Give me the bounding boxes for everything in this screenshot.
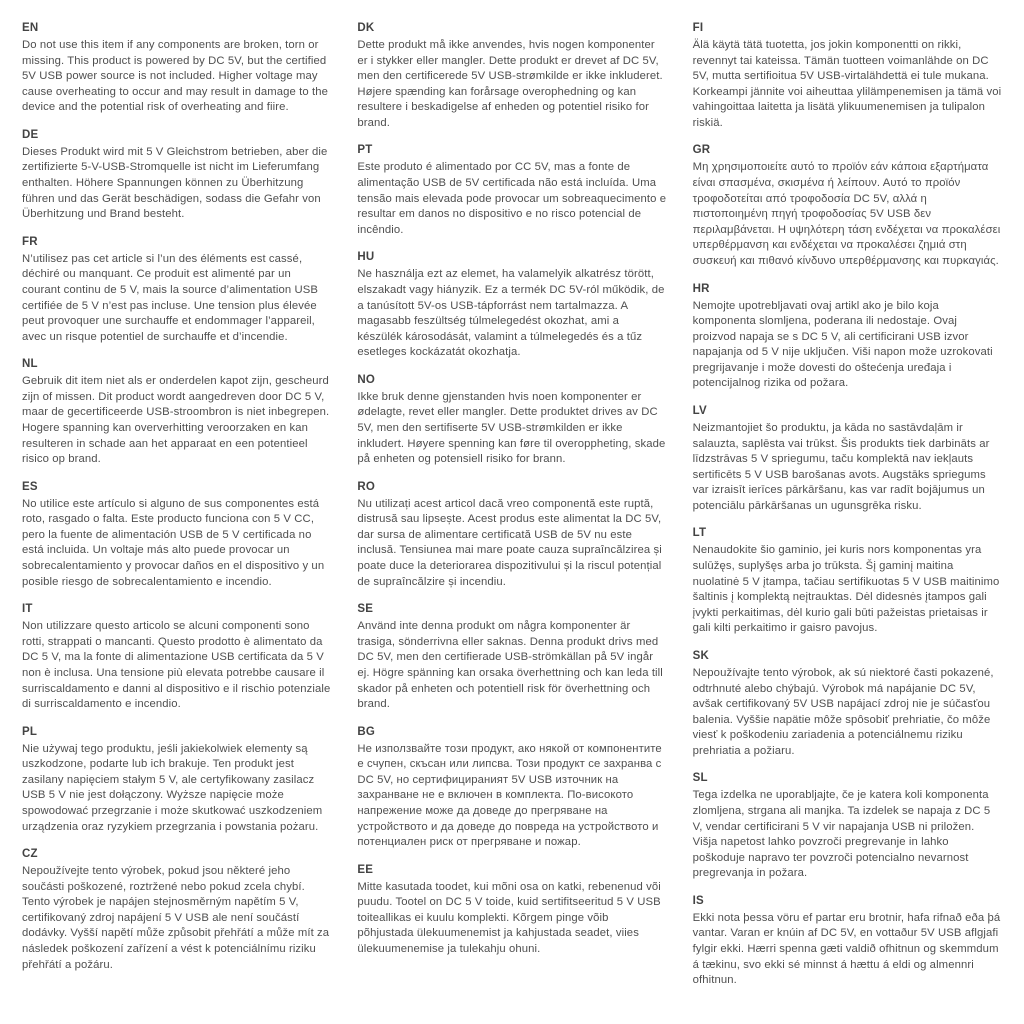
column-3	[693, 22, 1002, 1002]
language-text: Neizmantojiet šo produktu, ja kāda no sastāvdaļām ir salauzta, saplēsta vai trūkst. Šis produkts tiek darbināts ar līdzstrāvas 5 V spriegumu, taču komplektā nav iekļauts sertificēts 5 V USB barošanas avots. Augstāks spriegums var izraisīt ierīces pārkāršanu, kas var radīt bojājumus un potenciālu pārkāršanas un ugunsgrēka risku.	[692, 421, 990, 512]
language-text: Tega izdelka ne uporabljajte, če je katera koli komponenta zlomljena, strgana ali manjka. Ta izdelek se napaja z DC 5 V, vendar certificirani 5 V vir napajanja USB ni priložen. Višja napetost lahko povzroči pregrevanje in lahko poškoduje napravo ter povzroči potencialno nevarnost pregrevanja in požara.	[692, 789, 991, 880]
language-code: LV	[692, 404, 707, 417]
language-section-bg	[357, 726, 666, 851]
language-text: N’utilisez pas cet article si l’un des éléments est cassé, déchiré ou manquant. Ce produit est alimenté par un courant continu de 5 V, mais la source d’alimentation USB certifiée de 5 V n’est pas incluse. Une tension plus élevée peut provoquer une surchauffe et endommager l’appareil, avec un risque potentiel de surchauffe et d’incendie.	[22, 252, 319, 343]
language-text: Älä käytä tätä tuotetta, jos jokin komponentti on rikki, revennyt tai kateissa. Tämän tuotteen voimanlähde on DC 5V, mutta sertifioitua 5V USB-virtalähdettä ei tule mukana. Korkeampi jännite voi aiheuttaa ylilämpenemisen ja tämä voi vahingoittaa laitetta ja lisätä ylikuumenemisen ja tulipalon riskiä.	[692, 39, 1002, 129]
language-code: NO	[357, 373, 375, 386]
language-section-sk	[693, 650, 1002, 759]
language-text: Nemojte upotrebljavati ovaj artikl ako je bilo koja komponenta slomljena, poderana ili nedostaje. Ovaj proizvod napaja se s DC 5 V, ali certificirani USB izvor napajanja od 5 V nije uključen. Viši napon može uzrokovati pregrijavanje i može dovesti do oštećenja uređaja i potencijalnog rizika od požara.	[692, 299, 993, 390]
language-code: RO	[357, 480, 375, 493]
language-text: Nepoužívejte tento výrobek, pokud jsou některé jeho součásti poškozené, roztržené nebo pokud zcela chybí. Tento výrobek je napájen stejnosměrným napětím 5 V, certifikovaný zdroj napájení 5 V USB ale není součástí dodávky. Vyšší napětí může způsobit přehřátí a může mít za následek poškození zařízení a vést k potenciálnímu riziku přehřátí a požáru.	[22, 865, 330, 971]
language-section-pt	[357, 144, 666, 238]
language-section-it	[22, 603, 331, 712]
language-code: ES	[22, 480, 38, 493]
language-code: IS	[692, 894, 704, 907]
language-code: DK	[357, 22, 375, 34]
language-section-fi	[693, 22, 1002, 131]
language-section-es	[22, 481, 331, 590]
language-section-hr	[693, 283, 1002, 392]
language-code: SL	[692, 772, 708, 785]
language-code: SE	[357, 603, 374, 616]
language-section-hu	[357, 251, 666, 360]
language-text: Ne használja ezt az elemet, ha valamelyik alkatrész törött, elszakadt vagy hiányzik. Ez a termék DC 5V-ról működik, de a tanúsított 5V-os USB-tápforrást nem tartalmazza. A magasabb feszültség túlmelegedést okozhat, ami a készülék károsodását, valamint a túlmelegedés és a tűz esetleges kockázatát okozhatja.	[357, 268, 665, 359]
language-code: BG	[357, 725, 375, 738]
language-text: Nepoužívajte tento výrobok, ak sú niektoré časti pokazené, odtrhnuté alebo chýbajú. Výrobok má napájanie DC 5V, avšak certifikovaný 5V USB napájací zdroj nie je súčasťou balenia. Vyššie napätie môže spôsobiť prehriatie, čo môže viesť k poškodeniu zariadenia a potenciálnemu riziku prehriatia a požiaru.	[692, 666, 994, 757]
language-code: DE	[22, 128, 39, 141]
language-section-no	[357, 374, 666, 468]
language-text: Do not use this item if any components are broken, torn or missing. This product is powered by DC 5V, but the certified 5V USB power source is not included. Higher voltage may cause overheating to occur and may result in damage to the device and the potential risk of overheating and fiire.	[22, 39, 328, 114]
language-code: PT	[357, 144, 373, 157]
language-code: NL	[22, 358, 38, 371]
language-code: PL	[22, 725, 38, 738]
language-text: Nu utilizați acest articol dacă vreo componentă este ruptă, distrusă sau lipsește. Acest produs este alimentat la DC 5V, dar sursa de alimentare certificată USB de 5V nu este inclusă. Tensiunea mai mare poate cauza supraîncălzirea și poate duce la deteriorarea dispozitivului și la riscul potențial de supraîncălzire și incendiu.	[357, 497, 662, 588]
language-text: Ikke bruk denne gjenstanden hvis noen komponenter er ødelagte, revet eller mangler. Dette produktet drives av DC 5V, men den sertifiserte 5V USB-strømkilden er ikke inkludert. Høyere spenning kan føre til overoppheting, skade på enheten og potensiell risiko for brann.	[357, 390, 666, 466]
language-code: HU	[357, 251, 375, 264]
language-text: Dieses Produkt wird mit 5 V Gleichstrom betrieben, aber die zertifizierte 5-V-USB-Stromquelle ist nicht im Lieferumfang enthalten. Höhere Spannungen können zu Überhitzung führen und das Gerät beschädigen, sodass die Gefahr von Überhitzung und Brand besteht.	[22, 145, 328, 221]
language-text: Este produto é alimentado por CC 5V, mas a fonte de alimentação USB de 5V certificada não está incluída. Uma tensão mais elevada pode provocar um sobreaquecimento e resultar em danos no dispositivo e no risco potencial de incêndio.	[357, 161, 667, 236]
language-code: HR	[692, 282, 710, 295]
column-2	[357, 22, 666, 971]
language-section-fr	[22, 236, 331, 345]
language-text: Μη χρησιμοποιείτε αυτό το προϊόν εάν κάποια εξαρτήματα είναι σπασμένα, σκισμένα ή λείπουν. Αυτό το προϊόν τροφοδοτείται από τροφοδοσία DC 5V, αλλά η πιστοποιημένη πηγή τροφοδοσίας 5V USB δεν περιλαμβάνεται. Η υψηλότερη τάση ενδέχεται να προκαλέσει υπερθέρμανση και ενδέχεται να προκαλέσει ζημιά στη συσκευή και πιθανό κίνδυνο υπερθέρμανσης και πυρκαγιάς.	[692, 161, 1001, 267]
language-section-cz	[22, 848, 331, 973]
language-text: No utilice este artículo si alguno de sus componentes está roto, rasgado o falta. Este producto funciona con 5 V CC, pero la fuente de alimentación USB de 5 V certificada no está incluida. Un voltaje más alto puede provocar un sobrecalentamiento y provocar daños en el dispositivo y un posible riesgo de sobrecalentamiento e incendio.	[22, 497, 325, 588]
language-section-gr	[693, 144, 1002, 269]
language-code: EE	[357, 863, 374, 876]
language-text: Ekki nota þessa vöru ef partar eru brotnir, hafa rifnað eða þá vantar. Varan er knúin af DC 5V, en vottaður 5V USB aflgjafi fylgir ekki. Hærri spenna gæti valdið ofhitnun og skemmdum á tækinu, svo ekki sé minnst á hættu á eldi og almennri ofhitnun.	[692, 911, 1001, 987]
column-1	[22, 22, 331, 986]
language-section-ee	[357, 864, 666, 958]
language-section-lv	[693, 405, 1002, 514]
language-text: Använd inte denna produkt om några komponenter är trasiga, sönderrivna eller saknas. Denna produkt drivs med DC 5V, men den certifierade USB-strömkällan på 5V ingår ej. Högre spänning kan orsaka överhettning och kan leda till skador på enheten och potentiell risk för överhettning och brand.	[357, 620, 663, 711]
language-code: SK	[692, 649, 710, 662]
language-text: Не използвайте този продукт, ако някой от компонентите е счупен, скъсан или липсва. Този продукт се захранва с DC 5V, но сертифицираният 5V USB източник на захранване не е включен в комплекта. По-високото напрежение може да доведе до прегряване на устройството и да доведе до повреда на устройството и потенциален риск от прегряване и пожар.	[357, 742, 662, 849]
language-text: Dette produkt må ikke anvendes, hvis nogen komponenter er i stykker eller mangler. Dette produkt er drevet af DC 5V, men den certificerede 5V USB-strømkilde er ikke inkluderet. Højere spænding kan forårsage overophedning og kan resultere i beskadigelse af enheden og potentiel risiko for brand.	[357, 39, 663, 129]
language-section-se	[357, 603, 666, 712]
language-code: LT	[692, 527, 707, 540]
language-text: Mitte kasutada toodet, kui mõni osa on katki, rebenenud või puudu. Tootel on DC 5 V toide, kuid sertifitseeritud 5 V USB toiteallikas ei kuulu komplekti. Kõrgem pinge võib põhjustada ülekuumenemist ja kahjustada seadet, viies ülekuumenemise ja tulekahju ohuni.	[357, 880, 661, 956]
language-section-is	[693, 895, 1002, 989]
language-code: FR	[22, 235, 38, 248]
language-section-de	[22, 129, 331, 223]
language-code: CZ	[22, 848, 38, 861]
language-section-nl	[22, 358, 331, 467]
multilingual-notice-page	[22, 22, 1002, 1002]
language-code: FI	[692, 22, 704, 34]
language-section-lt	[693, 527, 1002, 636]
language-section-pl	[22, 726, 331, 835]
language-text: Nie używaj tego produktu, jeśli jakiekolwiek elementy są uszkodzone, podarte lub ich brakuje. Ten produkt jest zasilany napięciem stałym 5 V, ale certyfikowany zasilacz USB 5 V nie jest dołączony. Wyższe napięcie może spowodować przegrzanie i może skutkować uszkodzeniem urządzenia oraz ryzykiem przegrzania i powstania pożaru.	[22, 742, 323, 833]
language-text: Non utilizzare questo articolo se alcuni componenti sono rotti, strappati o mancanti. Questo prodotto è alimentato da DC 5 V, ma la fonte di alimentazione USB certificata da 5 V non è inclusa. Una tensione più elevata potrebbe causare il surriscaldamento e danni al dispositivo e il rischio potenziale di surriscaldamento e incendio.	[22, 620, 331, 711]
language-text: Gebruik dit item niet als er onderdelen kapot zijn, gescheurd zijn of missen. Dit product wordt aangedreven door DC 5 V, maar de gecertificeerde USB-stroombron is niet inbegrepen. Hogere spanning kan oververhitting veroorzaken en kan resulteren in schade aan het apparaat en een potentieel risico op brand.	[22, 375, 330, 466]
language-section-sl	[693, 772, 1002, 881]
language-text: Nenaudokite šio gaminio, jei kuris nors komponentas yra sulūžęs, suplyšęs arba jo trūksta. Šį gaminį maitina nuolatinė 5 V įtampa, tačiau sertifikuotas 5 V USB maitinimo šaltinis į komplektą neįtrauktas. Dėl didesnės įtampos gali įvykti perkaitimas, dėl kurio gali būti pažeistas prietaisas ir gali kilti perkaitimo ir gaisro pavojus.	[692, 544, 1000, 635]
language-code: GR	[692, 144, 711, 157]
language-section-dk	[357, 22, 666, 131]
language-code: EN	[22, 22, 39, 34]
language-code: IT	[22, 603, 33, 616]
language-section-ro	[357, 481, 666, 590]
language-section-en	[22, 22, 331, 116]
